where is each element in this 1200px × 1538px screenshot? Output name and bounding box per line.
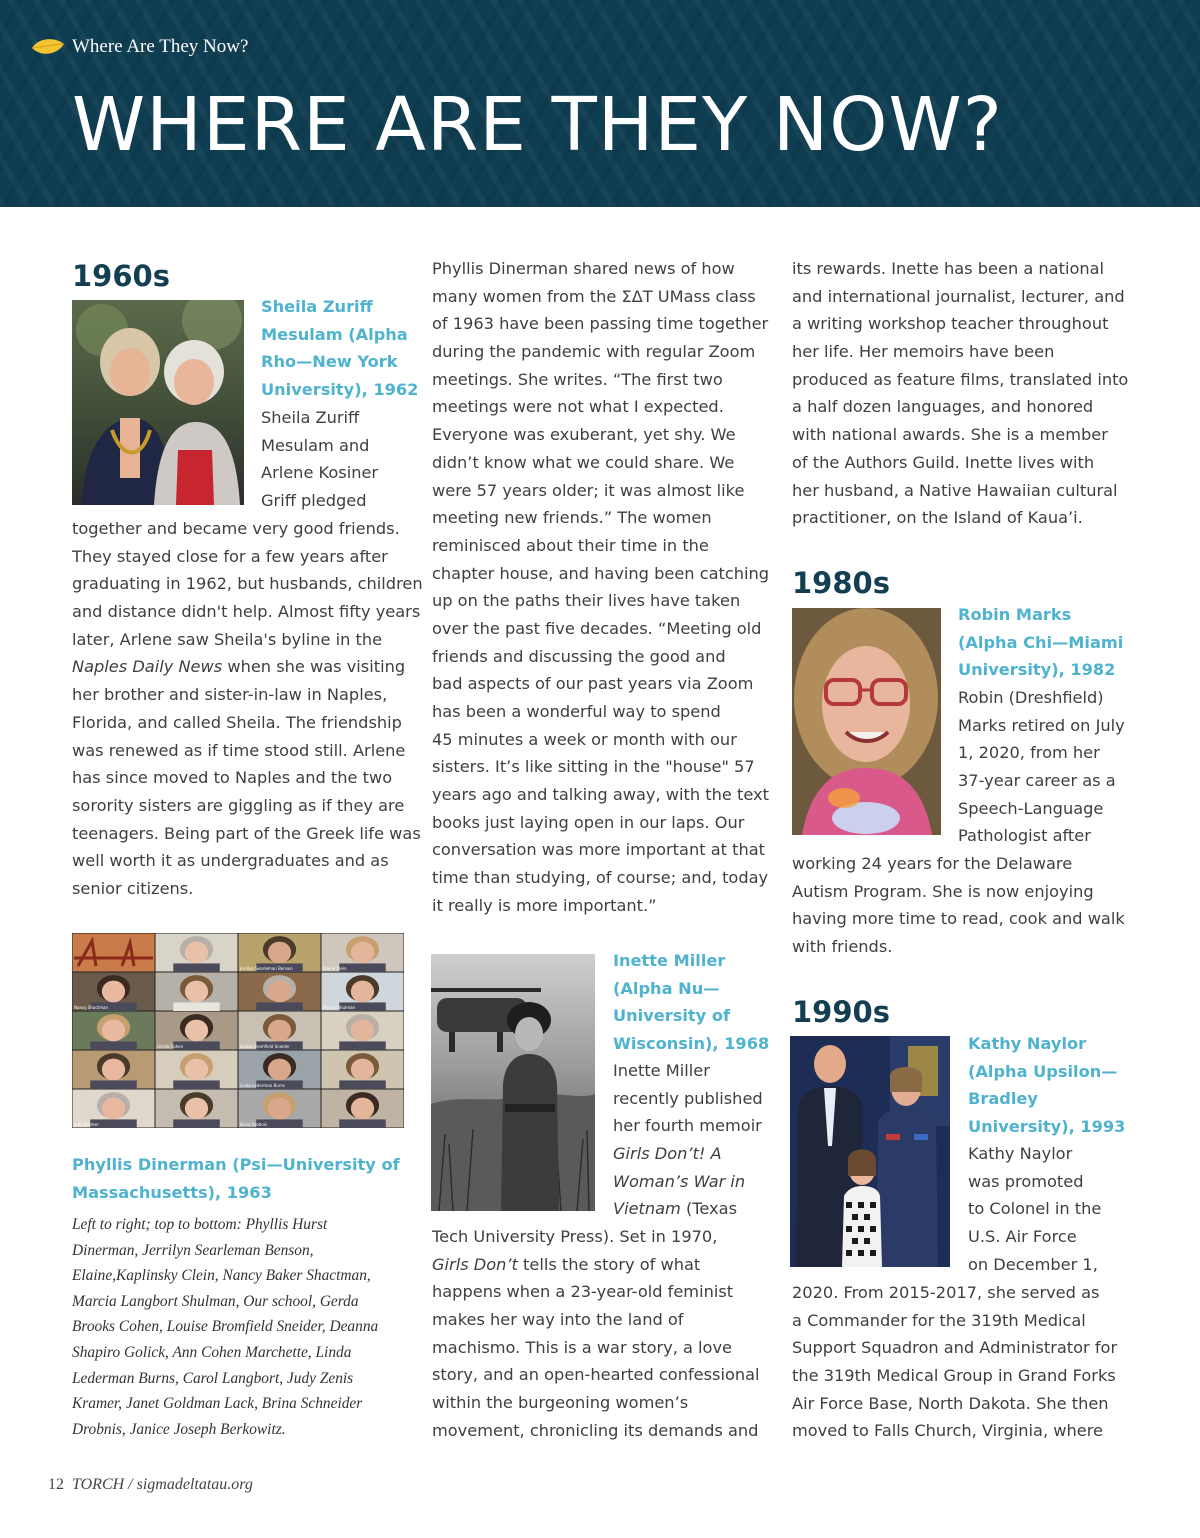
kathy-name-heading: Kathy Naylor (Alpha Upsilon— Bradley University), 1993 xyxy=(968,1034,1126,1137)
robin-story-text: working 24 years for the Delaware Autism Program. She is now enjoying having more time to read, cook and walk with friends. xyxy=(792,854,1125,957)
kathy-wrap-text: Kathy Naylor was promoted to Colonel in the U.S. Air Force on December 1, xyxy=(968,1144,1102,1274)
decade-heading-1980s: 1980s xyxy=(792,566,890,600)
book-title-line-1: Girls Don’t! A xyxy=(613,1144,722,1164)
page-title: WHERE ARE THEY NOW? xyxy=(72,82,1003,168)
zoom-tile-name: Judy Kramer xyxy=(74,1122,99,1127)
zoom-tile-name: Louise Bromfield Sneider xyxy=(240,1044,290,1049)
decade-heading-1990s: 1990s xyxy=(792,995,890,1029)
book-title-line-2: Woman’s War in xyxy=(613,1171,746,1191)
sheila-wrap-text: Sheila Zuriff Mesulam and Arlene Kosiner Griff pledged xyxy=(261,408,379,511)
section-kicker: Where Are They Now? xyxy=(72,36,249,57)
zoom-tile-name: Linda Lederman Burns xyxy=(240,1083,285,1088)
inette-name-heading: Inette Miller (Alpha Nu— University of Wisconsin), 1968 xyxy=(613,951,770,1054)
inette-wrap-text: Inette Miller recently published her fourth memoir Girls Don’t! A Woman’s War in Vietnam (Texas xyxy=(613,1061,763,1219)
inette-story-text: Tech University Press). Set in 1970, Girls Don’t tells the story of what happens when a 23-year-old feminist makes her way into the land of machismo. This is a war story, a love story, and an open-hearted confessional within the burgeoning women’s movement, chronicling its demands and xyxy=(432,1227,760,1440)
naples-line: Naples Daily News when she was visiting xyxy=(72,657,406,677)
leaf-icon xyxy=(30,36,66,58)
robin-name-heading: Robin Marks (Alpha Chi—Miami University), 1982 xyxy=(958,605,1124,680)
zoom-tile-name: Nancy Shactman xyxy=(74,1005,108,1010)
robin-photo xyxy=(792,608,941,835)
zoom-tile-name: Brina Drobnis xyxy=(240,1122,268,1127)
zoom-photo-caption: Left to right; top to bottom: Phyllis Hurst Dinerman, Jerrilyn Searleman Benson, Elaine,Kaplinsky Clein, Nancy Baker Shactman, Marcia Langbort Shulman, Our school, Gerda Brooks Cohen, Louise Bromfield Sneider, Deanna Shapiro Golick, Ann Cohen Marchette, Linda Lederman Burns, Carol Langbort, Judy Zenis Kramer, Janet Goldman Lack, Brina Schneider Drobnis, Janice Joseph Berkowitz. xyxy=(72,1216,379,1438)
page-number: 12 xyxy=(48,1476,64,1493)
inette-vietnam-photo xyxy=(431,954,595,1211)
publication-source: TORCH / sigmadeltatau.org xyxy=(72,1476,253,1493)
phyllis-story-text: Phyllis Dinerman shared news of how many women from the ΣΔΤ UMass class of 1963 have been passing time together during the pandemic with regular Zoom meetings. She writes. “The first two meetings were not what I expected. Everyone was exuberant, yet shy. We didn’t know what we could share. We were 57 years older; it was almost like meeting new friends.” The women reminisced about their time in the chapter house, and having been catching up on the paths their lives have taken over the past five decades. “Meeting old friends and discussing the good and bad aspects of our past years via Zoom has been a wonderful way to spend 45 minutes a week or month with our sisters. It’s like sitting in the "house" 57 years ago and talking away, with the text books just laying open in our laps. Our conversation was more important at that time than studying, of course; and, today it really is more important.” xyxy=(432,259,770,915)
robin-wrap-text: Robin (Dreshfield) Marks retired on July 1, 2020, from her 37-year career as a Speech-Language Pathologist after xyxy=(958,688,1125,846)
zoom-tile-name: Marcia Shulman xyxy=(323,1005,356,1010)
inette-story-continued: its rewards. Inette has been a national and international journalist, lecturer, and a writing workshop teacher throughout her life. Her memoirs have been produced as feature films, translated into a half dozen languages, and honored with national awards. She is a member of the Authors Guild. Inette lives with her husband, a Native Hawaiian cultural practitioner, on the Island of Kaua’i. xyxy=(792,259,1129,528)
sheila-name-heading: Sheila Zuriff Mesulam (Alpha Rho—New York University), 1962 xyxy=(261,297,419,400)
zoom-tile-name: Gerda Cohen xyxy=(157,1044,184,1049)
zoom-tile-name: Jerrilyn Searleman Benson xyxy=(240,966,293,971)
zoom-meeting-photo xyxy=(72,933,404,1128)
zoom-tile-name: Elaine Clein xyxy=(323,966,347,971)
sheila-story-text: together and became very good friends. They stayed close for a few years after graduating in 1962, but husbands, children and distance didn't help. Almost fifty years later, Arlene saw Sheila's byline in the Naples Daily News when she was visiting her brother and sister-in-law in Naples, Florida, and called Sheila. The friendship was renewed as if time stood still. Arlene has since moved to Naples and the two sorority sisters are giggling as if they are teenagers. Being part of the Greek life was well worth it as undergraduates and as senior citizens. xyxy=(72,519,423,898)
phyllis-name-heading: Phyllis Dinerman (Psi—University of Massachusetts), 1963 xyxy=(72,1155,400,1202)
page-banner xyxy=(0,0,1200,207)
book-title-line-3: Vietnam xyxy=(613,1199,681,1219)
sheila-arlene-photo xyxy=(72,300,244,505)
kathy-promotion-photo xyxy=(790,1036,950,1267)
page-footer xyxy=(48,1476,253,1494)
kathy-story-text: 2020. From 2015-2017, she served as a Commander for the 319th Medical Support Squadron and Administrator for the 319th Medical Group in Grand Forks Air Force Base, North Dakota. She then moved to Falls Church, Virginia, where xyxy=(792,1283,1118,1441)
decade-heading-1960s: 1960s xyxy=(72,259,170,293)
